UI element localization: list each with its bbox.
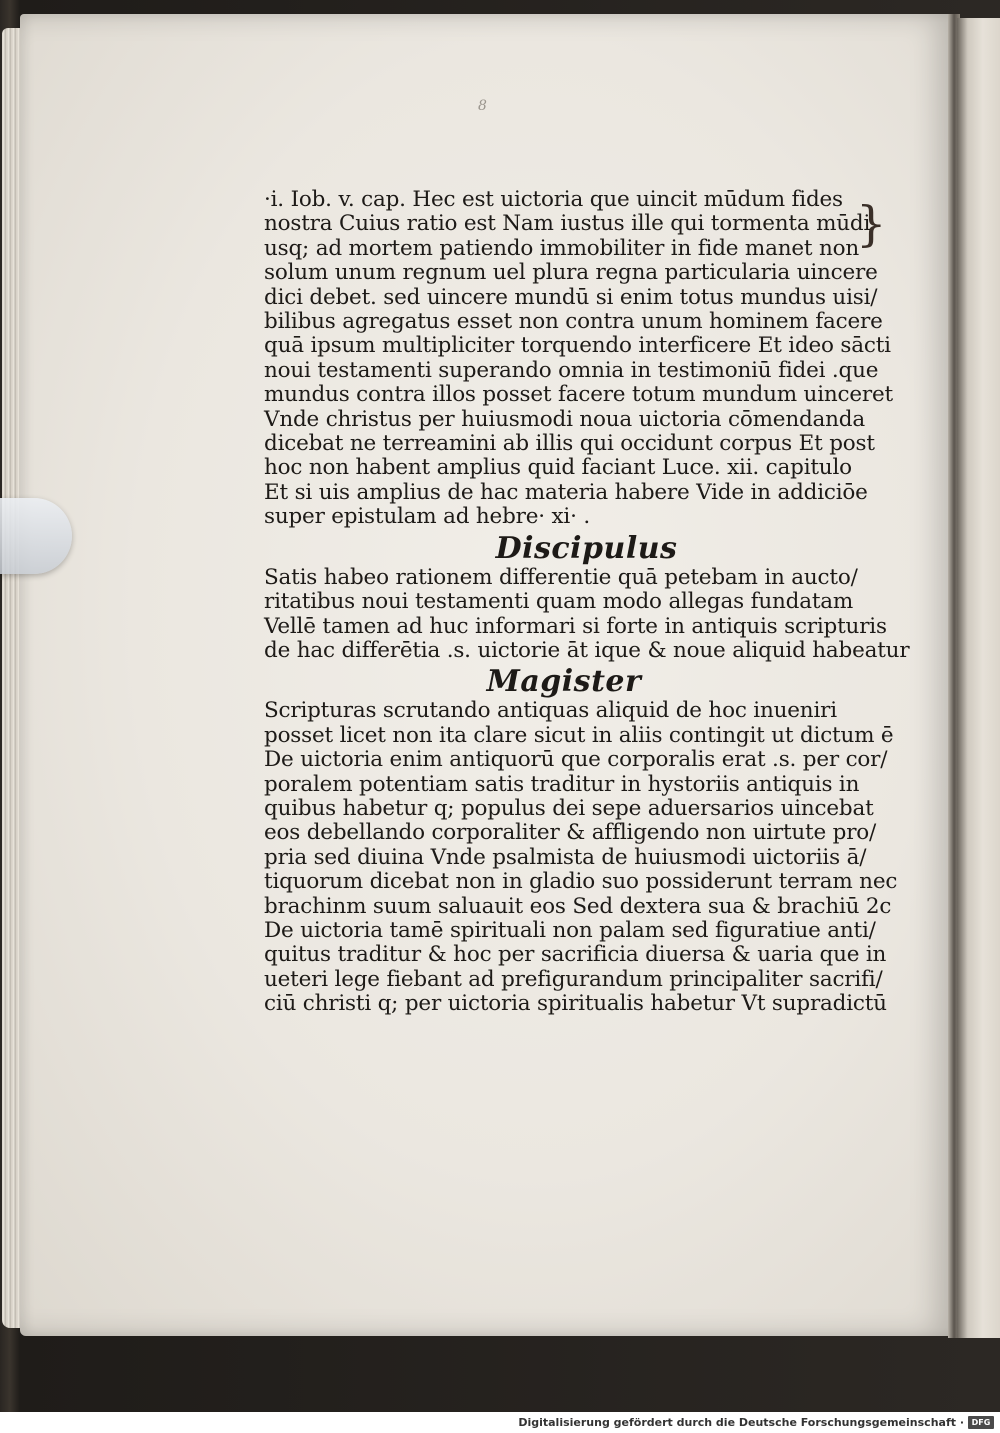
text-line: de hac differētia .s. uictorie āt ique & noue aliquid habeatur xyxy=(264,637,910,663)
heading-magister: Magister xyxy=(486,664,642,700)
text-line: dicebat ne terreamini ab illis qui occidunt corpus Et post xyxy=(264,431,875,457)
text-line: ·i. Iob. v. cap. Hec est uictoria que uincit mūdum fides xyxy=(264,187,843,212)
text-line: quibus habetur q; populus dei sepe aduersarios uincebat xyxy=(264,795,874,821)
heading-discipulus: Discipulus xyxy=(495,530,678,566)
paragraph-discipulus xyxy=(264,564,910,664)
text-line: eos debellando corporaliter & affligendo non uirtute pro/ xyxy=(264,820,877,846)
text-line: posset licet non ita clare sicut in aliis contingit ut dictum ē xyxy=(264,722,894,748)
text-block xyxy=(264,187,910,1017)
paragraph-before-discipulus xyxy=(264,187,893,530)
text-line: Scripturas scrutando antiquas aliquid de hoc inueniri xyxy=(264,698,837,724)
text-line: brachinm suum saluauit eos Sed dextera sua & brachiū 2c xyxy=(264,893,892,919)
text-line: ciū christi q; per uictoria spiritualis habetur Vt supradictū xyxy=(264,991,887,1017)
text-line: solum unum regnum uel plura regna particularia uincere xyxy=(264,260,878,286)
text-line: super epistulam ad hebre· xi· . xyxy=(264,504,591,530)
facing-page xyxy=(957,18,1000,1338)
text-line: De uictoria enim antiquorū que corporalis erat .s. per cor/ xyxy=(264,747,888,773)
text-line: usq; ad mortem patiendo immobiliter in fide manet non xyxy=(264,235,860,261)
pencil-mark: 8 xyxy=(478,98,487,114)
text-line: noui testamenti superando omnia in testimoniū fidei .que xyxy=(264,357,879,383)
footer-bar xyxy=(0,1412,1000,1433)
text-line: hoc non habent amplius quid faciant Luce. xii. capitulo xyxy=(264,455,852,481)
text-line: tiquorum dicebat non in gladio suo possiderunt terram nec xyxy=(264,869,898,895)
text-line: quitus traditur & hoc per sacrificia diuersa & uaria que in xyxy=(264,942,887,968)
text-line: dici debet. sed uincere mundū si enim totus mundus uisi/ xyxy=(264,284,878,310)
text-line: Vellē tamen ad huc informari si forte in antiquis scripturis xyxy=(264,613,887,639)
paragraph-magister xyxy=(264,698,898,1017)
text-line: De uictoria tamē spirituali non palam sed figuratiue anti/ xyxy=(264,917,876,943)
text-line: mundus contra illos posset facere totum mundum uinceret xyxy=(264,382,893,408)
text-line: Satis habeo rationem differentie quā petebam in aucto/ xyxy=(264,564,858,590)
text-line: quā ipsum multipliciter torquendo interficere Et ideo sācti xyxy=(264,333,891,359)
text-line: ritatibus noui testamenti quam modo allegas fundatam xyxy=(264,589,854,615)
text-line: ueteri lege fiebant ad prefigurandum principaliter sacrifi/ xyxy=(264,966,883,992)
text-line: poralem potentiam satis traditur in hystoriis antiquis in xyxy=(264,771,860,797)
text-line: nostra Cuius ratio est Nam iustus ille qui tormenta mūdi xyxy=(264,211,871,237)
margin-bracket: } xyxy=(856,196,887,252)
text-line: Et si uis amplius de hac materia habere Vide in addiciōe xyxy=(264,479,868,505)
text-line: Vnde christus per huiusmodi noua uictoria cōmendanda xyxy=(264,406,865,432)
footer-credit: Digitalisierung gefördert durch die Deutsche Forschungsgemeinschaft · xyxy=(518,1416,964,1429)
dfg-logo: DFG xyxy=(968,1416,994,1429)
text-line: bilibus agregatus esset non contra unum hominem facere xyxy=(264,309,883,335)
text-line: pria sed diuina Vnde psalmista de huiusmodi uictoriis ā/ xyxy=(264,844,867,870)
